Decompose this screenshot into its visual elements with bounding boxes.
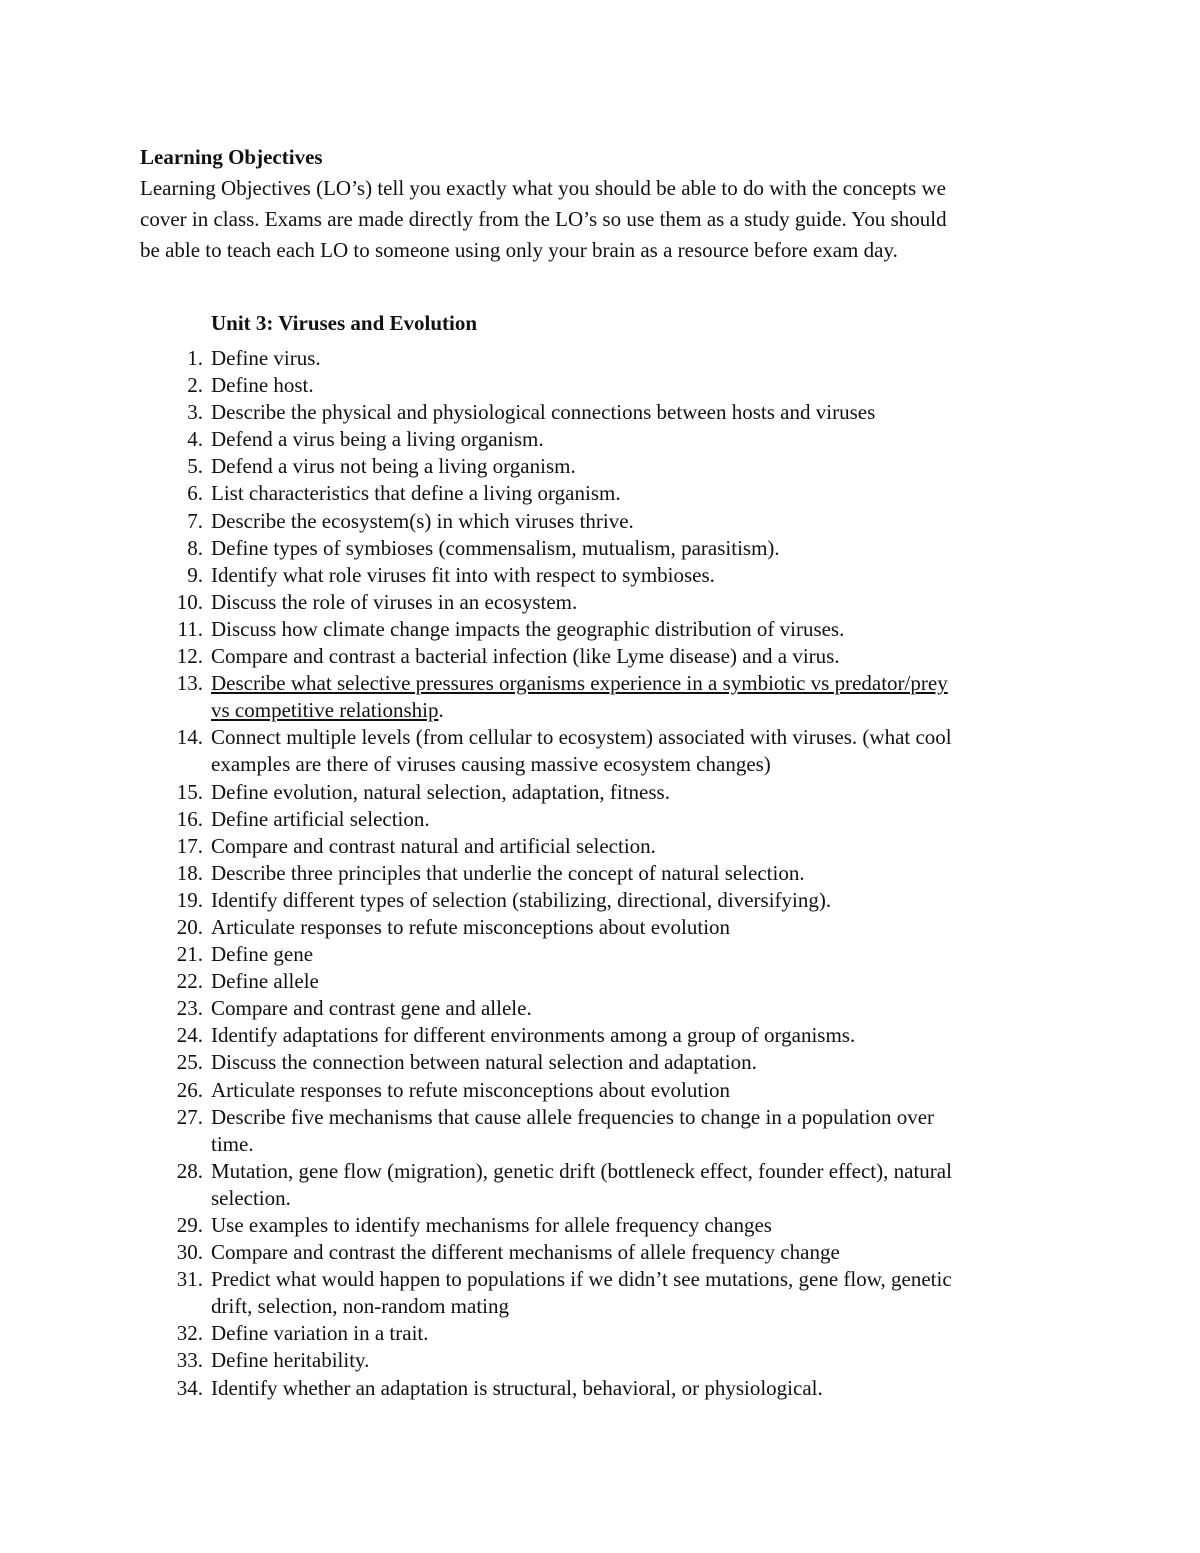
objective-number: 14. [176, 725, 203, 750]
line-text: selection. [211, 1185, 291, 1210]
objective-text-line [211, 535, 1071, 562]
objective-item [0, 1077, 1071, 1104]
objective-text-line [211, 751, 1071, 778]
objective-item [0, 1347, 1071, 1374]
line-text: Compare and contrast the different mechanisms of allele frequency change [211, 1240, 840, 1265]
line-text: examples are there of viruses causing massive ecosystem changes) [211, 752, 771, 777]
objective-text-line [211, 1320, 1071, 1347]
intro-line: cover in class. Exams are made directly from the LO’s so use them as a study guide. You should [140, 207, 947, 231]
objective-item [0, 372, 1071, 399]
objective-item [0, 589, 1071, 616]
objective-number: 7. [187, 508, 203, 533]
objective-item [0, 1266, 1071, 1320]
objective-number: 9. [187, 562, 203, 587]
objective-item [0, 426, 1071, 453]
objectives-list [0, 345, 1200, 1402]
objective-text [211, 616, 1071, 643]
line-text: Define host. [211, 373, 314, 398]
objective-text-line [211, 670, 1071, 697]
objective-number: 16. [176, 806, 203, 831]
objective-text [211, 887, 1071, 914]
line-text: Discuss the role of viruses in an ecosystem. [211, 589, 578, 614]
objective-text [211, 1104, 1071, 1158]
objective-item [0, 508, 1071, 535]
line-text: Describe the ecosystem(s) in which viruses thrive. [211, 508, 634, 533]
underlined-text: vs competitive relationship [211, 698, 439, 723]
objective-text-line [211, 833, 1071, 860]
objective-item [0, 779, 1071, 806]
objective-number: 26. [176, 1077, 203, 1102]
objective-text [211, 372, 1071, 399]
line-text: Define variation in a trait. [211, 1321, 429, 1346]
objective-text-line [211, 1212, 1071, 1239]
objective-item [0, 535, 1071, 562]
line-text: Define types of symbioses (commensalism, mutualism, parasitism). [211, 535, 780, 560]
objective-number: 21. [176, 942, 203, 967]
objective-text-line [211, 1266, 1071, 1293]
objective-text-line [211, 887, 1071, 914]
objective-text-line [211, 1185, 1071, 1212]
objective-text [211, 1266, 1071, 1320]
line-text: Define gene [211, 942, 314, 967]
objective-text [211, 453, 1071, 480]
objective-text [211, 399, 1071, 426]
objective-number: 18. [176, 860, 203, 885]
line-text: time. [211, 1131, 254, 1156]
objective-text [211, 941, 1071, 968]
objective-text [211, 1158, 1071, 1212]
line-text: Connect multiple levels (from cellular to ecosystem) associated with viruses. (what cool [211, 725, 952, 750]
objective-number: 19. [176, 887, 203, 912]
objective-text-line [211, 914, 1071, 941]
line-text: Compare and contrast natural and artificial selection. [211, 833, 656, 858]
objective-item [0, 1320, 1071, 1347]
objective-item [0, 1022, 1071, 1049]
objective-text-line [211, 1049, 1071, 1076]
objective-text [211, 968, 1071, 995]
objective-text [211, 643, 1071, 670]
objective-text-line [211, 1022, 1071, 1049]
objective-item [0, 453, 1071, 480]
objective-text [211, 535, 1071, 562]
objective-number: 33. [176, 1348, 203, 1373]
objective-text-line [211, 779, 1071, 806]
objective-number: 5. [187, 454, 203, 479]
objective-text-line [211, 372, 1071, 399]
objective-text [211, 508, 1071, 535]
objective-item [0, 616, 1071, 643]
objective-text-line [211, 806, 1071, 833]
line-text: Describe three principles that underlie the concept of natural selection. [211, 860, 805, 885]
objective-item [0, 1158, 1071, 1212]
document-title: Learning Objectives [140, 145, 323, 169]
objective-text [211, 833, 1071, 860]
objective-text-line [211, 860, 1071, 887]
objective-item [0, 887, 1071, 914]
objective-text-line [211, 724, 1071, 751]
objective-number: 24. [176, 1023, 203, 1048]
objective-item [0, 643, 1071, 670]
line-text: Compare and contrast a bacterial infection (like Lyme disease) and a virus. [211, 644, 840, 669]
line-text: Mutation, gene flow (migration), genetic drift (bottleneck effect, founder effect), natural [211, 1158, 952, 1183]
line-text: Identify adaptations for different environments among a group of organisms. [211, 1023, 856, 1048]
objective-number: 13. [176, 671, 203, 696]
objective-item [0, 968, 1071, 995]
line-text: Articulate responses to refute misconceptions about evolution [211, 1077, 731, 1102]
objective-text-line [211, 453, 1071, 480]
objective-item [0, 399, 1071, 426]
objective-text [211, 670, 1071, 724]
objective-text-line [211, 968, 1071, 995]
objective-number: 22. [176, 969, 203, 994]
objective-item [0, 1104, 1071, 1158]
objective-text-line [211, 1375, 1071, 1402]
objective-item [0, 914, 1071, 941]
objective-number: 34. [176, 1375, 203, 1400]
objective-text [211, 480, 1071, 507]
line-text: Predict what would happen to populations if we didn’t see mutations, gene flow, genetic [211, 1267, 952, 1292]
intro-line: be able to teach each LO to someone using only your brain as a resource before exam day. [140, 238, 898, 262]
objective-text-line [211, 643, 1071, 670]
objective-item [0, 860, 1071, 887]
objective-item [0, 345, 1071, 372]
line-text: Discuss how climate change impacts the geographic distribution of viruses. [211, 616, 845, 641]
line-text: Define virus. [211, 346, 321, 370]
line-text: Describe the physical and physiological connections between hosts and viruses [211, 400, 876, 425]
objective-number: 32. [176, 1321, 203, 1346]
objective-item [0, 724, 1071, 778]
line-text: Define artificial selection. [211, 806, 430, 831]
objective-number: 12. [176, 644, 203, 669]
line-text: Identify different types of selection (stabilizing, directional, diversifying). [211, 887, 832, 912]
objective-suffix: . [438, 698, 444, 723]
line-text: Describe five mechanisms that cause allele frequencies to change in a population over [211, 1104, 935, 1129]
objective-text [211, 345, 1071, 372]
line-text: Define heritability. [211, 1348, 370, 1373]
objective-item [0, 806, 1071, 833]
objective-number: 27. [176, 1104, 203, 1129]
line-text: List characteristics that define a living organism. [211, 481, 621, 506]
objective-text-line [211, 697, 1071, 724]
objective-text [211, 1022, 1071, 1049]
line-text: Articulate responses to refute misconceptions about evolution [211, 914, 731, 939]
objective-text [211, 1049, 1071, 1076]
objective-item [0, 941, 1071, 968]
underlined-text: Describe what selective pressures organisms experience in a symbiotic vs predator/prey [211, 671, 948, 696]
objective-number: 8. [187, 535, 203, 560]
objective-number: 29. [176, 1213, 203, 1237]
objective-text [211, 914, 1071, 941]
objective-text-line [211, 1293, 1071, 1320]
objective-text [211, 1239, 1071, 1266]
line-text: drift, selection, non-random mating [211, 1294, 510, 1319]
line-text: Define evolution, natural selection, adaptation, fitness. [211, 779, 670, 804]
objective-text-line [211, 562, 1071, 589]
objective-text-line [211, 1239, 1071, 1266]
objective-number: 23. [176, 996, 203, 1021]
objective-number: 6. [187, 481, 203, 506]
objective-item [0, 1239, 1071, 1266]
objective-number: 1. [187, 346, 203, 370]
intro-line: Learning Objectives (LO’s) tell you exactly what you should be able to do with the concepts we [140, 176, 946, 200]
objective-text [211, 806, 1071, 833]
line-text: Use examples to identify mechanisms for allele frequency changes [211, 1213, 772, 1237]
objective-text-line [211, 1158, 1071, 1185]
objective-text-line [211, 1347, 1071, 1374]
objective-text [211, 1320, 1071, 1347]
objective-text-line [211, 345, 1071, 372]
objective-number: 30. [176, 1240, 203, 1265]
objective-number: 10. [176, 589, 203, 614]
objective-number: 25. [176, 1050, 203, 1075]
objective-item [0, 670, 1071, 724]
line-text: Defend a virus being a living organism. [211, 427, 544, 452]
objective-text [211, 724, 1071, 778]
objective-text [211, 995, 1071, 1022]
objective-text-line [211, 508, 1071, 535]
intro-paragraph [140, 173, 1070, 266]
line-text: Compare and contrast gene and allele. [211, 996, 532, 1021]
objective-text-line [211, 480, 1071, 507]
objective-text-line [211, 616, 1071, 643]
objective-text-line [211, 426, 1071, 453]
objective-text [211, 562, 1071, 589]
objective-number: 3. [187, 400, 203, 425]
objective-text-line [211, 995, 1071, 1022]
line-text: Defend a virus not being a living organism. [211, 454, 576, 479]
objective-text-line [211, 1077, 1071, 1104]
objective-number: 17. [176, 833, 203, 858]
line-text: Define allele [211, 969, 319, 994]
objective-text-line [211, 589, 1071, 616]
objective-number: 28. [176, 1158, 203, 1183]
objective-number: 15. [176, 779, 203, 804]
objective-item [0, 995, 1071, 1022]
objective-number: 20. [176, 914, 203, 939]
objective-text-line [211, 399, 1071, 426]
objective-item [0, 1212, 1071, 1239]
line-text: Identify what role viruses fit into with respect to symbioses. [211, 562, 715, 587]
line-text: Discuss the connection between natural selection and adaptation. [211, 1050, 757, 1075]
objective-text [211, 589, 1071, 616]
objective-item [0, 1375, 1071, 1402]
objective-number: 4. [187, 427, 203, 452]
objective-item [0, 562, 1071, 589]
objective-item [0, 480, 1071, 507]
objective-text [211, 1375, 1071, 1402]
objective-text-line [211, 1131, 1071, 1158]
objective-item [0, 1049, 1071, 1076]
objective-text [211, 779, 1071, 806]
objective-number: 11. [177, 616, 203, 641]
objective-text [211, 1347, 1071, 1374]
objective-text [211, 860, 1071, 887]
unit-heading: Unit 3: Viruses and Evolution [211, 311, 478, 335]
objective-text [211, 1077, 1071, 1104]
objective-number: 31. [176, 1267, 203, 1292]
objective-text [211, 426, 1071, 453]
objective-text [211, 1212, 1071, 1239]
line-text: Identify whether an adaptation is structural, behavioral, or physiological. [211, 1375, 823, 1400]
objective-text-line [211, 941, 1071, 968]
objective-text-line [211, 1104, 1071, 1131]
objective-item [0, 833, 1071, 860]
objective-number: 2. [187, 373, 203, 398]
